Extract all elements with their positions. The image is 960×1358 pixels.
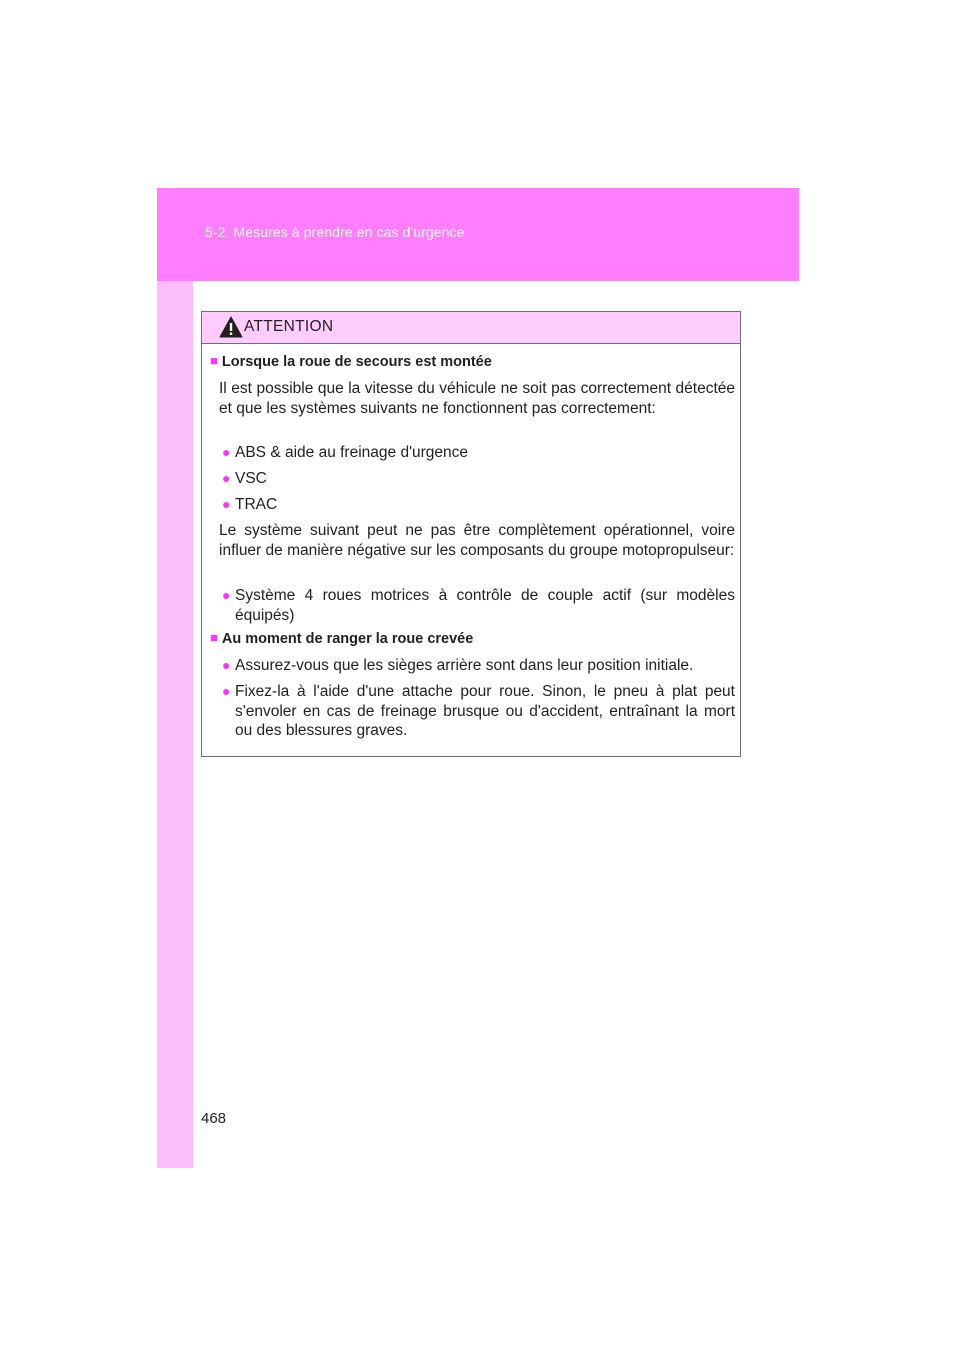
paragraph-speed-detection: Il est possible que la vitesse du véhicule ne soit pas correctement détectée et que les systèmes suivants ne fonctionnent pas correctement:: [219, 380, 735, 417]
list-item: ● TRAC: [222, 496, 278, 513]
page-number: 468: [201, 1110, 227, 1127]
attention-header: [202, 312, 740, 344]
list-item: ● Système 4 roues motrices à contrôle de couple actif (sur modèles équipés): [222, 587, 735, 624]
list-item: ● Assurez-vous que les sièges arrière sont dans leur position initiale.: [222, 657, 694, 674]
round-bullet-icon: ●: [222, 587, 231, 603]
round-bullet-icon: ●: [222, 496, 231, 512]
round-bullet-icon: ●: [222, 683, 231, 699]
heading-spare-wheel: ■ Lorsque la roue de secours est montée: [210, 353, 492, 370]
round-bullet-icon: ●: [222, 657, 231, 673]
list-item: ● Fixez-la à l'aide d'une attache pour roue. Sinon, le pneu à plat peut s'envoler en cas de freinage brusque ou d'accident, entraînant la mort ou des blessures graves.: [222, 683, 735, 740]
list-item: ● VSC: [222, 470, 267, 487]
round-bullet-icon: ●: [222, 470, 231, 486]
square-bullet-icon: ■: [210, 353, 218, 368]
paragraph-powertrain: Le système suivant peut ne pas être complètement opérationnel, voire influer de manière négative sur les composants du groupe motopropulseur:: [219, 522, 735, 559]
section-title: 5-2. Mesures à prendre en cas d'urgence: [205, 224, 465, 240]
side-strip: [157, 188, 193, 1168]
attention-box: [201, 311, 741, 757]
round-bullet-icon: ●: [222, 444, 231, 460]
square-bullet-icon: ■: [210, 630, 218, 645]
attention-label: ATTENTION: [244, 318, 334, 335]
list-item: ● ABS & aide au freinage d'urgence: [222, 444, 469, 461]
warning-icon: [219, 316, 243, 338]
heading-flat-tire: ■ Au moment de ranger la roue crevée: [210, 630, 474, 647]
